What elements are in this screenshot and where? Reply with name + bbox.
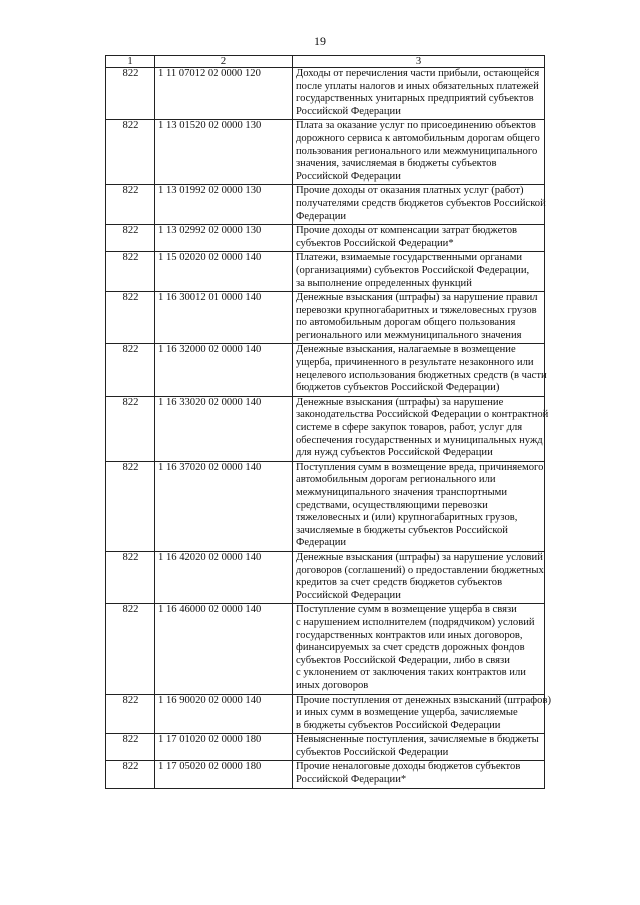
revenue-description-cell [293,225,545,252]
revenue-description-cell [293,551,545,603]
description-line: нецелевого использования бюджетных средств (в части [296,369,547,381]
description-line: значения, зачисляемая в бюджеты субъектов [296,158,497,170]
revenue-code-cell: 1 13 02992 02 0000 130 [155,225,293,252]
description-line: обеспечения государственных и муниципальных нужд [296,434,543,446]
description-line: Прочие доходы от компенсации затрат бюджетов [296,225,518,237]
description-line: для нужд субъектов Российской Федерации [296,447,493,459]
description-line: автомобильным дорогам регионального или [296,474,496,486]
revenue-description-cell [293,604,545,694]
table-row [106,551,545,603]
description-line: по автомобильным дорогам общего пользования [296,317,516,329]
revenue-codes-table [105,55,551,789]
table-row [106,252,545,292]
description-line: межмуниципального значения транспортными [296,487,508,498]
admin-code-cell: 822 [106,292,155,344]
description-line: с уклонением от заключения таких контрактов или [296,667,526,679]
revenue-code-cell: 1 17 05020 02 0000 180 [155,761,293,788]
description-line: Поступления сумм в возмещение вреда, причиняемого [296,461,544,473]
page-number: 19 [314,34,326,48]
table-row [106,461,545,551]
table-row [106,120,545,185]
description-line: Прочие доходы от оказания платных услуг (работ) [296,185,524,197]
revenue-description-cell [293,120,545,185]
description-line: средствами, осуществляющими перевозки [296,499,488,511]
revenue-description-cell [293,252,545,292]
description-line: с нарушением исполнителем (подрядчиком) условий [296,616,535,628]
description-line: зачисляемые в бюджеты субъектов Российской [296,524,508,536]
description-line: Денежные взыскания (штрафы) за нарушение условий [296,551,543,563]
description-line: договоров (соглашений) о предоставлении бюджетных [296,564,544,576]
table-row [106,604,545,694]
description-line: тяжеловесных и (или) крупногабаритных грузов, [296,512,518,524]
admin-code-cell: 822 [106,252,155,292]
description-line: дорожного сервиса к автомобильным дорогам общего [296,132,540,144]
table-row [106,344,545,396]
description-line: Российской Федерации* [296,774,407,786]
table-row [106,761,545,788]
description-line: Невыясненные поступления, зачисляемые в бюджеты [296,734,539,746]
table-row [106,396,545,461]
description-line: в бюджеты субъектов Российской Федерации [296,719,501,731]
description-line: субъектов Российской Федерации* [296,237,454,249]
revenue-description-cell [293,292,545,344]
revenue-description-cell [293,734,545,761]
revenue-description-cell [293,68,545,120]
description-line: перевозки крупногабаритных и тяжеловесных грузов [296,304,537,316]
description-line: и иных сумм в возмещение ущерба, зачисляемые [296,707,518,719]
revenue-description-cell [293,344,545,396]
table-row [106,734,545,761]
description-line: законодательства Российской Федерации о контрактной [296,409,549,421]
revenue-code-cell: 1 16 42020 02 0000 140 [155,551,293,603]
description-line: Российской Федерации [296,105,401,117]
admin-code-cell: 822 [106,604,155,694]
description-line: иных договоров [296,679,369,691]
description-line: Поступление сумм в возмещение ущерба в связи [296,604,517,616]
description-line: государственных унитарных предприятий субъектов [296,93,534,105]
revenue-description-cell [293,761,545,788]
revenue-code-cell: 1 16 90020 02 0000 140 [155,694,293,734]
admin-code-cell: 822 [106,120,155,185]
table-row [106,292,545,344]
description-line: пользования регионального или межмуниципального [296,145,538,157]
admin-code-cell: 822 [106,344,155,396]
description-line: Плата за оказание услуг по присоединению объектов [296,120,536,132]
description-line: получателями средств бюджетов субъектов Российской [296,197,546,209]
description-line: ущерба, причиненного в результате незаконного или [296,357,534,369]
description-line: Платежи, взимаемые государственными органами [296,252,523,264]
table-header-row [106,56,545,68]
description-line: Прочие поступления от денежных взысканий (штрафов) [296,694,551,706]
revenue-code-cell: 1 16 46000 02 0000 140 [155,604,293,694]
admin-code-cell: 822 [106,68,155,120]
description-line: регионального или межмуниципального значения [296,329,522,341]
table-row [106,225,545,252]
revenue-code-cell: 1 16 37020 02 0000 140 [155,461,293,551]
admin-code-cell: 822 [106,461,155,551]
description-line: бюджетов субъектов Российской Федерации) [296,382,500,394]
description-line: Денежные взыскания (штрафы) за нарушение [296,396,504,408]
description-line: субъектов Российской Федерации, либо в связи [296,654,510,666]
revenue-description-cell [293,694,551,734]
description-line: финансируемых за счет средств дорожных фондов [296,642,525,654]
admin-code-cell: 822 [106,225,155,252]
revenue-code-cell: 1 16 33020 02 0000 140 [155,396,293,461]
revenue-code-cell: 1 16 30012 01 0000 140 [155,292,293,344]
table-row [106,68,545,120]
revenue-description-cell [293,396,549,461]
revenue-description-cell [293,185,545,225]
description-line: Прочие неналоговые доходы бюджетов субъектов [296,761,521,773]
revenue-code-cell: 1 16 32000 02 0000 140 [155,344,293,396]
description-line: Доходы от перечисления части прибыли, остающейся [296,68,540,79]
description-line: Федерации [296,537,347,549]
description-line: субъектов Российской Федерации [296,746,449,758]
revenue-code-cell: 1 17 01020 02 0000 180 [155,734,293,761]
header-col-3: 3 [293,56,545,68]
admin-code-cell: 822 [106,694,155,734]
revenue-code-cell: 1 15 02020 02 0000 140 [155,252,293,292]
description-line: системе в сфере закупок товаров, работ, услуг для [296,422,523,434]
description-line: Денежные взыскания (штрафы) за нарушение правил [296,292,538,304]
description-line: за выполнение определенных функций [296,277,472,289]
header-col-1: 1 [106,56,155,68]
table-row [106,185,545,225]
revenue-code-cell: 1 11 07012 02 0000 120 [155,68,293,120]
admin-code-cell: 822 [106,761,155,788]
header-col-2: 2 [155,56,293,68]
revenue-code-cell: 1 13 01992 02 0000 130 [155,185,293,225]
description-line: после уплаты налогов и иных обязательных платежей [296,80,539,92]
description-line: Федерации [296,210,347,222]
description-line: (организациями) субъектов Российской Федерации, [296,264,530,276]
description-line: государственных контрактов или иных договоров, [296,629,523,641]
description-line: кредитов за счет средств бюджетов субъектов [296,577,503,589]
revenue-code-cell: 1 13 01520 02 0000 130 [155,120,293,185]
table-row [106,694,545,734]
admin-code-cell: 822 [106,734,155,761]
description-line: Российской Федерации [296,589,401,601]
admin-code-cell: 822 [106,396,155,461]
admin-code-cell: 822 [106,185,155,225]
admin-code-cell: 822 [106,551,155,603]
revenue-description-cell [293,461,545,551]
description-line: Российской Федерации [296,170,401,182]
description-line: Денежные взыскания, налагаемые в возмещение [296,344,516,356]
